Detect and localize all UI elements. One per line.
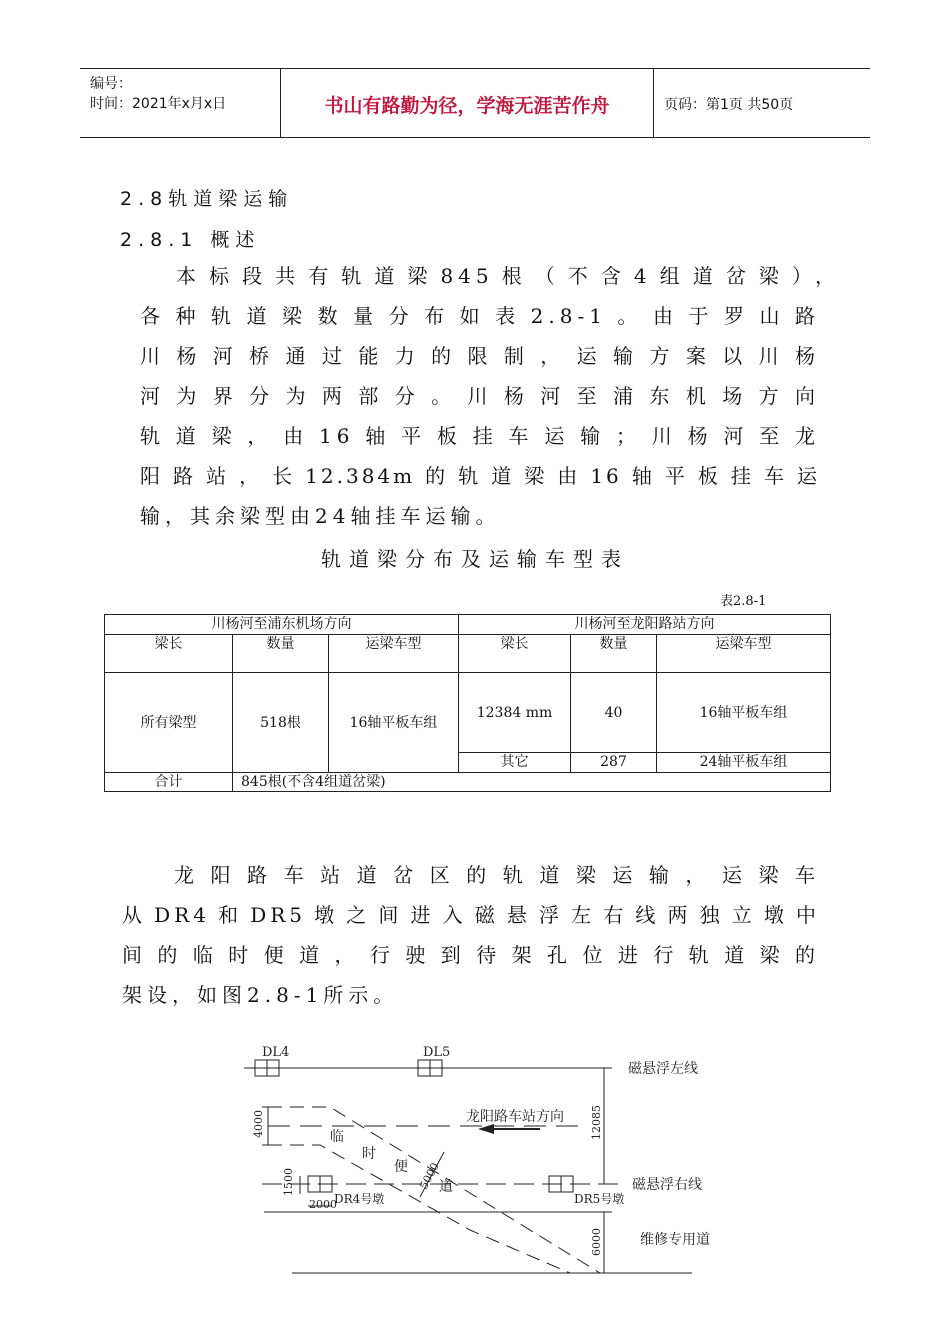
label-left-line: 磁悬浮左线 — [628, 1061, 698, 1077]
table-header-length: 梁长 — [459, 635, 571, 673]
label-dim-2000: 2000 — [309, 1198, 337, 1211]
paragraph-line: 从DR4和DR5墩之间进入磁悬浮左右线两独立墩中 — [122, 903, 820, 927]
label-maintenance-road: 维修专用道 — [640, 1232, 710, 1248]
label-dim-4000: 4000 — [252, 1110, 265, 1138]
table-title: 轨道梁分布及运输车型表 — [321, 547, 629, 571]
paragraph-line: 各种轨道梁数量分布如表2.8-1。由于罗山路 — [140, 304, 820, 328]
table-header-length: 梁长 — [105, 635, 233, 673]
table-cell: 16轴平板车组 — [657, 673, 831, 753]
subsection-heading: 2.8.1 概述 — [120, 229, 261, 251]
label-dim-5000: 5000 — [417, 1160, 442, 1192]
label-dr5: DR5号墩 — [574, 1192, 625, 1206]
table-header-count: 数量 — [233, 635, 329, 673]
table-cell: 12384 mm — [459, 673, 571, 753]
label-temp-road: 临 — [330, 1129, 344, 1145]
label-dim-6000: 6000 — [590, 1228, 603, 1256]
paragraph-line: 本标段共有轨道梁845根（不含4组道岔梁）， — [176, 264, 840, 288]
table-total-label: 合计 — [105, 773, 233, 792]
label-dim-12085: 12085 — [590, 1105, 603, 1140]
table-cell: 其它 — [459, 753, 571, 773]
table-cell: 287 — [571, 753, 657, 773]
table-cell: 24轴平板车组 — [657, 753, 831, 773]
label-right-line: 磁悬浮右线 — [632, 1177, 702, 1193]
table-number: 表2.8-1 — [720, 594, 767, 609]
label-dl5: DL5 — [423, 1045, 451, 1060]
document-time-label: 时间：2021年x月x日 — [90, 96, 227, 112]
document-number-label: 编号： — [90, 76, 132, 92]
table-cell: 16轴平板车组 — [329, 673, 459, 773]
table-total-value: 845根(不含4组道岔梁) — [233, 773, 831, 792]
label-temp-road: 时 — [362, 1146, 376, 1162]
paragraph-line: 阳路站，长12.384m的轨道梁由16轴平板挂车运 — [140, 464, 820, 488]
table-group-right: 川杨河至龙阳路站方向 — [459, 615, 831, 635]
paragraph-line: 河为界分为两部分。川杨河至浦东机场方向 — [140, 384, 820, 408]
label-dim-1500: 1500 — [282, 1168, 295, 1196]
section-heading: 2.8轨道梁运输 — [120, 188, 294, 210]
paragraph-line: 间的临时便道，行驶到待架孔位进行轨道梁的 — [122, 943, 820, 967]
label-temp-road: 便 — [394, 1159, 408, 1175]
paragraph-line: 轨道梁，由16轴平板挂车运输；川杨河至龙 — [140, 424, 820, 448]
temp-road-upper-edge — [268, 1107, 600, 1273]
table-group-left: 川杨河至浦东机场方向 — [105, 615, 459, 635]
table-cell: 518根 — [233, 673, 329, 773]
table-header-vehicle: 运梁车型 — [657, 635, 831, 673]
table-cell: 所有梁型 — [105, 673, 233, 773]
header-motto: 书山有路勤为径，学海无涯苦作舟 — [324, 95, 610, 117]
label-dr4: DR4号墩 — [334, 1192, 385, 1206]
table-header-vehicle: 运梁车型 — [329, 635, 459, 673]
page-info: 页码：第1页 共50页 — [664, 97, 794, 113]
paragraph-line: 龙阳路车站道岔区的轨道梁运输，运梁车 — [174, 863, 820, 887]
label-dl4: DL4 — [262, 1045, 290, 1060]
paragraph-line: 川杨河桥通过能力的限制，运输方案以川杨 — [140, 344, 820, 368]
label-direction: 龙阳路车站方向 — [466, 1109, 564, 1125]
label-temp-road: 道 — [439, 1179, 453, 1195]
paragraph-line: 架设，如图2.8-1所示。 — [122, 983, 399, 1007]
table-header-count: 数量 — [571, 635, 657, 673]
paragraph-line: 输，其余梁型由24轴挂车运输。 — [140, 504, 501, 528]
table-cell: 40 — [571, 673, 657, 753]
